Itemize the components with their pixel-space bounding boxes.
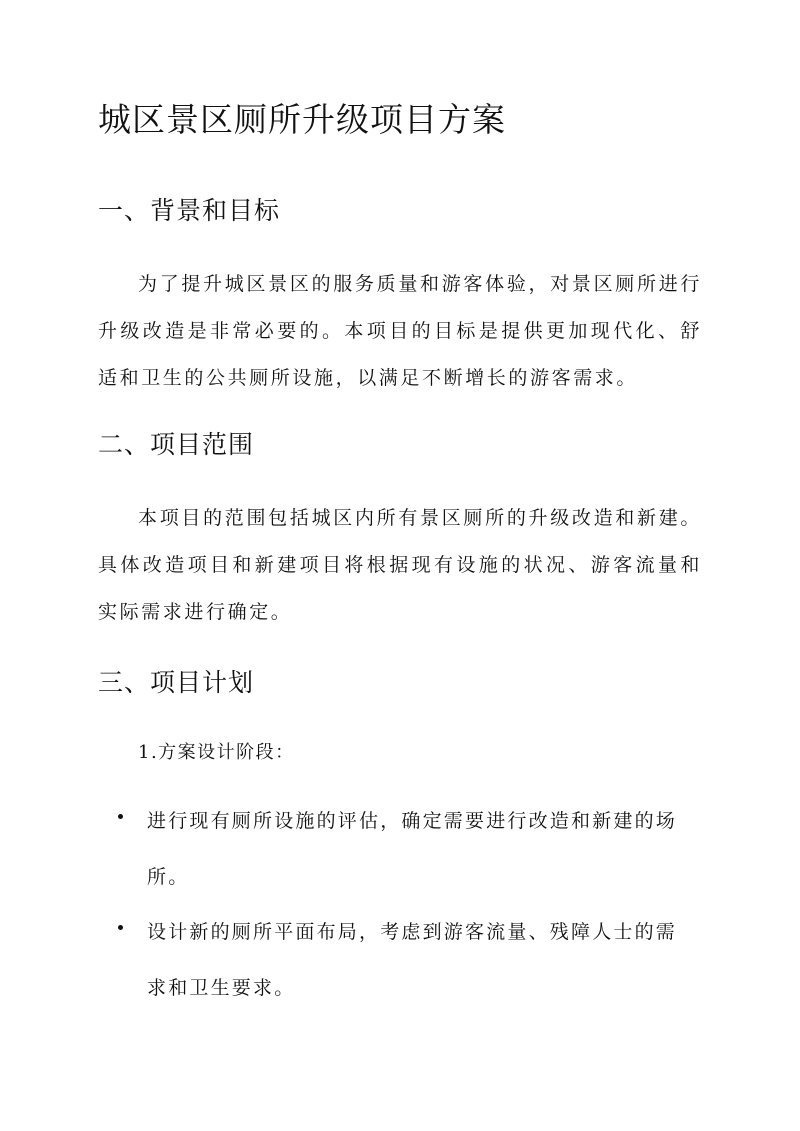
background-paragraph: 为了提升城区景区的服务质量和游客体验，对景区厕所进行升级改造是非常必要的。本项目的目标是提供更加现代化、舒适和卫生的公共厕所设施，以满足不断增长的游客需求。 bbox=[98, 273, 702, 389]
section-heading-plan: 三、项目计划 bbox=[98, 668, 255, 697]
plan-subheading-design-phase: 1.方案设计阶段： bbox=[138, 742, 295, 763]
list-item bbox=[118, 793, 698, 905]
list-item bbox=[118, 904, 698, 1016]
document-title: 城区景区厕所升级项目方案 bbox=[98, 100, 506, 139]
bullet-text: 进行现有厕所设施的评估，确定需要进行改造和新建的场所。 bbox=[147, 810, 678, 888]
section-heading-scope: 二、项目范围 bbox=[98, 430, 255, 459]
section-heading-background: 一、背景和目标 bbox=[98, 196, 281, 225]
scope-paragraph: 本项目的范围包括城区内所有景区厕所的升级改造和新建。具体改造项目和新建项目将根据现有设施的状况、游客流量和实际需求进行确定。 bbox=[98, 507, 702, 623]
bullet-icon bbox=[118, 814, 123, 819]
bullet-icon bbox=[118, 925, 123, 930]
bullet-text: 设计新的厕所平面布局，考虑到游客流量、残障人士的需求和卫生要求。 bbox=[147, 921, 678, 999]
